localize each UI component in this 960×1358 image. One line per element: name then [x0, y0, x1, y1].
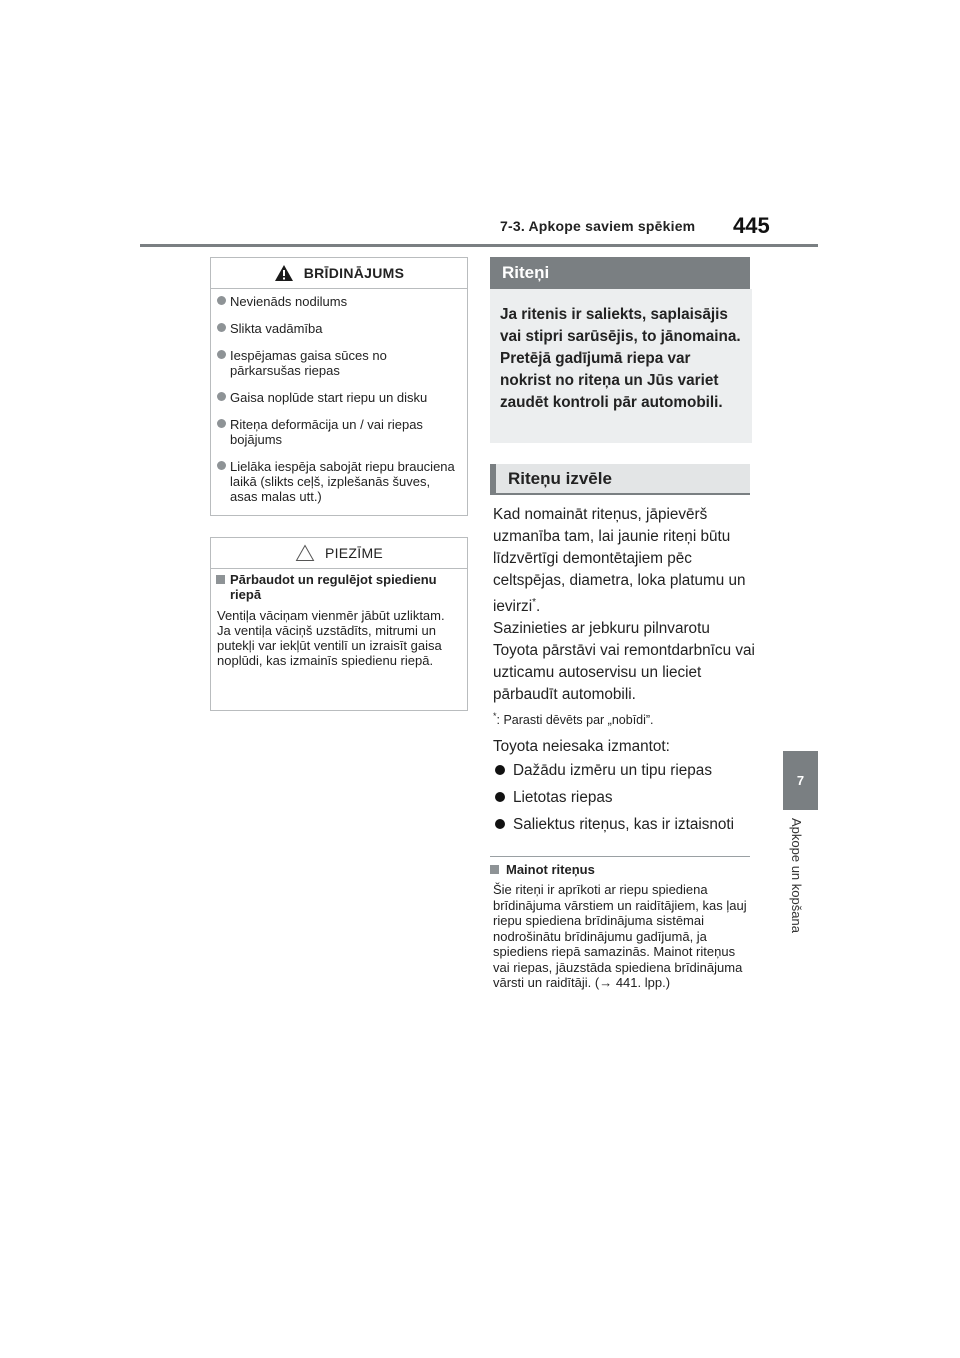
- page-number: 445: [733, 213, 770, 238]
- bullet-icon: [217, 392, 226, 401]
- note-header: [211, 538, 467, 569]
- list-item: Nevienāds nodilums: [217, 294, 457, 309]
- note-body: Ventiļa vāciņam vienmēr jābūt uzliktam. Ja ventiļa vāciņš uzstādīts, mitrumi un putekļi var iekļūt ventilī un izraisīt gaisa noplūdi, kas izmainīs spiedienu riepā.: [217, 608, 445, 668]
- list-item: Lietotas riepas: [493, 789, 613, 807]
- bullet-icon: [217, 461, 226, 470]
- note-subheading: Pārbaudot un regulējot spiedienu riepā: [211, 569, 467, 602]
- warning-title: BRĪDINĀJUMS: [303, 265, 405, 281]
- footnote-mark: *: [532, 597, 536, 608]
- warning-triangle-icon: [274, 264, 294, 282]
- list-item: Iespējamas gaisa sūces no pārkarsušas riepas: [217, 348, 457, 378]
- page-reference-link[interactable]: (→ 441. lpp.): [594, 975, 671, 990]
- heading-wheel-selection: Riteņu izvēle: [490, 464, 750, 495]
- section-divider: [490, 856, 750, 857]
- list-item: Slikta vadāmība: [217, 321, 457, 336]
- bullet-icon: [495, 792, 505, 802]
- chapter-tab[interactable]: 7: [783, 751, 818, 810]
- paragraph-not-recommended: Toyota neiesaka izmantot:: [493, 738, 670, 755]
- paragraph-contact: Sazinieties ar jebkuru pilnvarotu Toyota pārstāvi vai remontdarbnīcu vai uzticamu autoservisu un lieciet pārbaudīt automobili.: [493, 620, 755, 703]
- paragraph-selection: Kad nomaināt riteņus, jāpievērš uzmanība tam, lai jaunie riteņi būtu līdzvērtīgi demontētajiem pēc celtspējas, diametra, loka platumu un ievirzi*.: [493, 506, 746, 616]
- square-bullet-icon: [216, 575, 225, 584]
- heading-wheels: Riteņi: [490, 257, 750, 289]
- warning-header: [211, 258, 467, 289]
- list-item: Gaisa noplūde start riepu un disku: [217, 390, 457, 405]
- header-divider: [140, 244, 818, 247]
- bullet-icon: [217, 296, 226, 305]
- chapter-title-text: Apkope un kopšana: [789, 818, 804, 933]
- bullet-icon: [217, 323, 226, 332]
- list-item: Dažādu izmēru un tipu riepas: [493, 762, 712, 780]
- paragraph-changing-wheels: Šie riteņi ir aprīkoti ar riepu spiediena brīdinājuma vārstiem un raidītājiem, kas ļauj riepu spiediena brīdinājuma sistēmai nodrošinātu brīdinājumu gadījumā, ja spiediens riepā samazinās. Mainot riteņus vai riepas, jāuzstāda spiediena brīdinājuma vārsti un raidītāji. (→ 441. lpp.): [493, 882, 747, 990]
- subheading-changing-wheels: Mainot riteņus: [490, 862, 595, 877]
- caution-triangle-icon: [295, 544, 315, 562]
- warning-list: [211, 289, 467, 504]
- footnote: *: Parasti dēvēts par „nobīdi”.: [493, 711, 654, 728]
- list-item: Lielāka iespēja sabojāt riepu brauciena laikā (slikts ceļš, izplešanās šuves, asas malas utt.): [217, 459, 457, 504]
- bullet-icon: [217, 350, 226, 359]
- list-item: Saliektus riteņus, kas ir iztaisnoti: [493, 816, 734, 834]
- note-title: PIEZĪME: [324, 545, 384, 561]
- bullet-icon: [495, 765, 505, 775]
- wheel-warning-text: Ja ritenis ir saliekts, saplaisājis vai stipri sarūsējis, to jānomaina. Pretējā gadījumā riepa var nokrist no riteņa un Jūs variet zaudēt kontroli pār automobili.: [490, 289, 752, 443]
- bullet-icon: [217, 419, 226, 428]
- warning-box: [210, 257, 468, 516]
- note-box: [210, 537, 468, 711]
- list-item: Riteņa deformācija un / vai riepas bojājums: [217, 417, 457, 447]
- chapter-title: [781, 818, 821, 958]
- section-title: 7-3. Apkope saviem spēkiem: [500, 218, 696, 234]
- square-bullet-icon: [490, 865, 499, 874]
- bullet-icon: [495, 819, 505, 829]
